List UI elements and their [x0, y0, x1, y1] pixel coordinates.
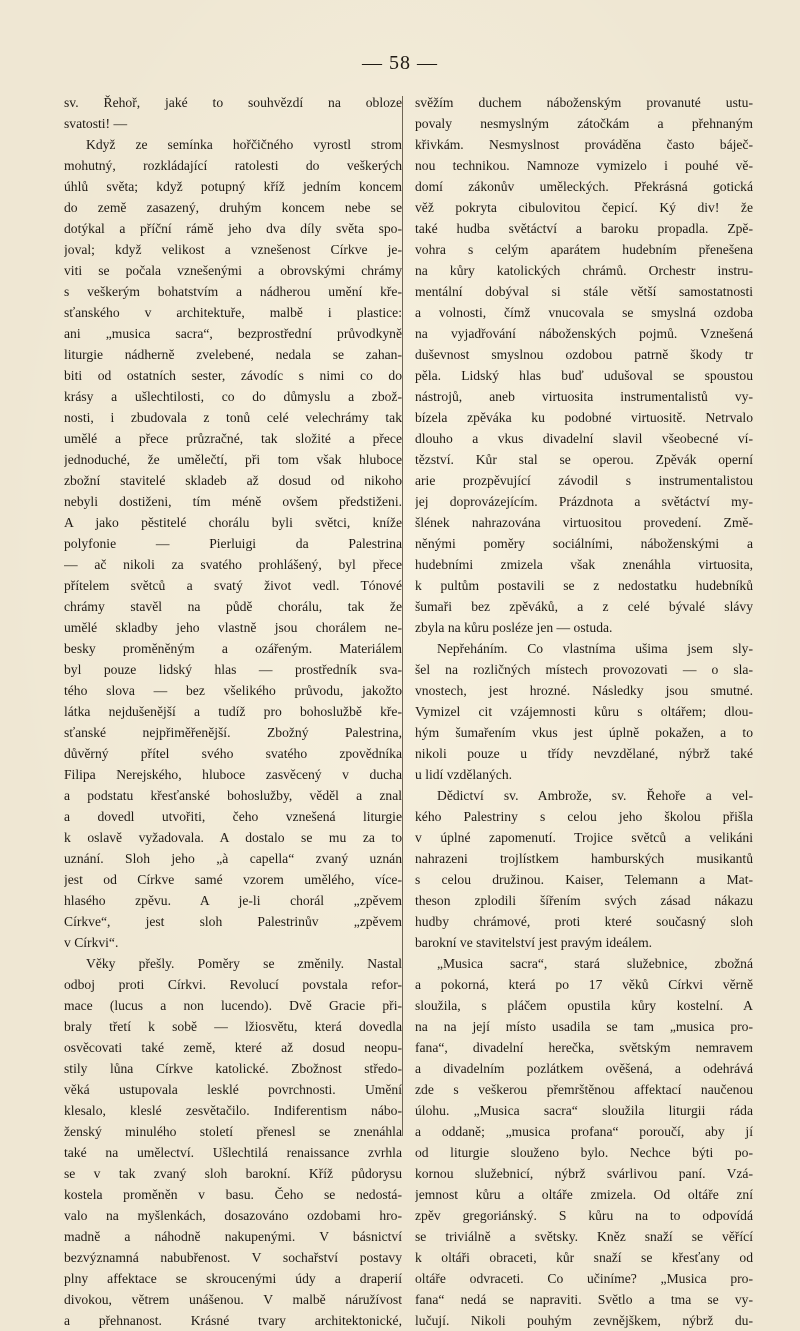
text-line: a přehnanost. Krásné tvary architektonické, [64, 1313, 402, 1328]
text-line: nikoli pouze u třídy nevzdělané, nýbrž také [415, 746, 753, 761]
text-line: theson zplodili šířením svých zásad nákazu [415, 893, 753, 908]
text-line: besky proměněným a ozářeným. Materiálem [64, 641, 402, 656]
text-line: mohutný, rozkládající ratolesti do veškerých [64, 158, 402, 173]
text-line: umělé skladby jeho vlastně jsou chorálem ne- [64, 620, 402, 635]
text-line: a pokorná, která po 17 věků Církvi věrně [415, 977, 753, 992]
text-line: hlasého zpěvu. A je-li chorál „zpěvem [64, 893, 402, 908]
text-line: nebyli dostiženi, tím méně ovšem předstiženi. [64, 494, 402, 509]
text-line: ženský minulého století přenesl se znenáhla [64, 1124, 402, 1139]
text-line: odboj proti Církvi. Revolucí povstala refor- [64, 977, 402, 992]
text-line: s celou družinou. Kaiser, Telemann a Mat- [415, 872, 753, 887]
column-divider [402, 96, 403, 1136]
text-line: A jako pěstitelé chorálu byli světci, kníže [64, 515, 402, 530]
text-line: svěžím duchem náboženským provanuté ustu- [415, 95, 753, 110]
text-line: braly třetí k sobě — lžiosvětu, která dovedla [64, 1019, 402, 1034]
text-line: hým šumařením vkus jest úplně pokažen, a to [415, 725, 753, 740]
text-line: s veškerým bohatstvím a nádherou umění kře- [64, 284, 402, 299]
text-line: a dovedl utvořiti, čeho vznešená liturgie [64, 809, 402, 824]
text-line: divokou, větrem unášenou. V malbě náružívost [64, 1292, 402, 1307]
text-line: hudebními zmizela však znenáhla virtuosita, [415, 557, 753, 572]
text-line: k oslavě vyžadovala. A dostalo se mu za to [64, 830, 402, 845]
text-line: tězství. Kůr stal se operou. Zpěvák operní [415, 452, 753, 467]
text-line: a divadelním pozlátkem ověšená, a odehrává [415, 1061, 753, 1076]
text-line: ani „musica sacra“, bezprostřední průvodkyně [64, 326, 402, 341]
text-line: arie prozpěvující závodil s instrumentalistou [415, 473, 753, 488]
text-line: jest od Církve samé vzorem umělého, více- [64, 872, 402, 887]
text-line: — ač nikoli za svatého prohlášený, byl přece [64, 557, 402, 572]
text-line: tého slova — bez všelikého průvodu, jakožto [64, 683, 402, 698]
text-line: nahrazeni trojlístkem hamburských musikantů [415, 851, 753, 866]
text-line: věž pokryta cibulovitou čepicí. Ký div! že [415, 200, 753, 215]
text-line: mace (lucus a non lucendo). Dvě Gracie při- [64, 998, 402, 1013]
text-line: klesalo, kleslé zesvětačilo. Indiferentism nábo- [64, 1103, 402, 1118]
text-line: kornou služebnicí, nýbrž svárlivou paní. Vzá- [415, 1166, 753, 1181]
text-line: vohra s celým aparátem hudebním přenešena [415, 242, 753, 257]
text-line: Filipa Nerejského, hluboce zasvěcený v ducha [64, 767, 402, 782]
text-line: na vyjadřování náboženských pojmů. Vznešená [415, 326, 753, 341]
text-line: a podstatu křesťanské bohoslužby, věděl a znal [64, 788, 402, 803]
text-line: hudby chrámové, proti které současný sloh [415, 914, 753, 929]
text-line: oltáře odvraceti. Co učiníme? „Musica pro- [415, 1271, 753, 1286]
right-text-column [415, 92, 753, 1331]
text-line: dlouho a vkus divadelní slavil všeobecné ví- [415, 431, 753, 446]
text-line: zde s veškerou přemrštěnou affektací naučenou [415, 1082, 753, 1097]
text-line: Vymizel cit vzájemnosti kůru s oltářem; dlou- [415, 704, 753, 719]
text-line: umělé a přece průzračné, tak složité a přece [64, 431, 402, 446]
text-line: pěla. Lidský hlas buď udušoval se spoustou [415, 368, 753, 383]
text-line: bezvýznamná nabubřenost. V sochařství postavy [64, 1250, 402, 1265]
text-line: látka nejdušenější a tudíž pro bohoslužbě kře- [64, 704, 402, 719]
text-line: a volnosti, čímž vnucovala se smyslná ozdoba [415, 305, 753, 320]
text-line: dotýkal a příční rámě jeho dva díly světa spo- [64, 221, 402, 236]
text-line: vnostech, jest hrozné. Následky jsou smutné. [415, 683, 753, 698]
text-line: kostela proměněn v basu. Čeho se nedostá- [64, 1187, 402, 1202]
text-line: povaly nesmyslným zátočkám a přehnaným [415, 116, 753, 131]
text-line: šel na rozličných místech provozovati — o sla- [415, 662, 753, 677]
text-line: šlének nahrazována virtuositou provedení. Změ- [415, 515, 753, 530]
text-line: Věky přešly. Poměry se změnily. Nastal [86, 956, 402, 971]
text-line: křivkám. Nesmyslnost prováděna často báječ- [415, 137, 753, 152]
text-line: nou technikou. Namnoze vymizelo i pouhé vě- [415, 158, 753, 173]
text-line: v úplné zapomenutí. Trojice světců a velikáni [415, 830, 753, 845]
text-line: fana“ nedá se napraviti. Světlo a tma se vy- [415, 1292, 753, 1307]
text-line: fana“, divadelní herečka, světským nemravem [415, 1040, 753, 1055]
text-line: do země zasazený, druhým koncem nebe se [64, 200, 402, 215]
text-line: zbožní stavitelé skladeb až dosud od nikoho [64, 473, 402, 488]
text-line: na kůry katolických chrámů. Orchestr instru- [415, 263, 753, 278]
text-line: věká ustupovala lesklé povrchnosti. Umění [64, 1082, 402, 1097]
text-line: sťanské nejpřiměřenější. Zbožný Palestrina, [64, 725, 402, 740]
text-line: úlohu. „Musica sacra“ sloužila liturgii ráda [415, 1103, 753, 1118]
text-line: k oltáři obraceti, kůr snaží se křesťany od [415, 1250, 753, 1265]
left-text-column [64, 92, 402, 1331]
text-line: uznání. Sloh jeho „à capella“ zvaný uznán [64, 851, 402, 866]
text-line: jednoduché, že umělečtí, při tom však hluboce [64, 452, 402, 467]
text-line: valo na myšlenkách, dosazováno ozdobami hro- [64, 1208, 402, 1223]
text-line: zbyla na kůru posléze jen — ostuda. [415, 620, 613, 635]
text-line: Dědictví sv. Ambrože, sv. Řehoře a vel- [437, 788, 753, 803]
text-line: na na její místo usadila se tam „musica pro- [415, 1019, 753, 1034]
text-line: kého Palestriny s celou jeho školou přišla [415, 809, 753, 824]
text-line: svatosti! — [64, 116, 128, 131]
text-line: krásy a ušlechtilosti, co do důmyslu a zbož- [64, 389, 402, 404]
text-line: viti se počala vznešenými a obrovskými chrámy [64, 263, 402, 278]
text-line: Církve“, jest sloh Palestrinův „zpěvem [64, 914, 402, 929]
text-line: přítelem světců a svatý život vedl. Tónové [64, 578, 402, 593]
text-line: také na umělectví. Ušlechtilá renaissance zvrhla [64, 1145, 402, 1160]
text-line: polyfonie — Pierluigi da Palestrina [64, 536, 402, 551]
text-line: chrámy stavěl na půdě chorálu, tak že [64, 599, 402, 614]
text-line: Nepřeháním. Co vlastníma ušima jsem sly- [437, 641, 753, 656]
text-line: k pultům postavili se z nedostatku hudebníků [415, 578, 753, 593]
text-line: nástrojů, aneb virtuosita instrumentalistů vy- [415, 389, 753, 404]
text-line: a oddaně; „musica profana“ poroučí, aby jí [415, 1124, 753, 1139]
text-line: madně a náhodně nakupenými. V básnictví [64, 1229, 402, 1244]
text-line: v Církvi“. [64, 935, 119, 950]
text-line: zpěv gregoriánský. S kůru na to odpovídá [415, 1208, 753, 1223]
text-line: osvěcovati také země, které až dosud neopu- [64, 1040, 402, 1055]
text-line: úhlů světa; když potupný kříž jedním koncem [64, 179, 402, 194]
text-line: šumaři bez zpěváků, a z celé bývalé slávy [415, 599, 753, 614]
text-line: se triviálně a světsky. Kněz snaží se věřící [415, 1229, 753, 1244]
text-line: byl pouze lidský hlas — prostředník sva- [64, 662, 402, 677]
text-line: plny affektace se skroucenými údy a draperií [64, 1271, 402, 1286]
text-line: se v tak zvaný sloh barokní. Kříž půdorysu [64, 1166, 402, 1181]
text-line: joval; když velikost a vznešenost Církve je- [64, 242, 402, 257]
text-line: duševnost smyslnou ozdobou patrně škody tr [415, 347, 753, 362]
text-line: jemnost kůru a oltáře zmizela. Od oltáře zní [415, 1187, 753, 1202]
text-line: nosti, i zbudovala z tonů celé velechrámy tak [64, 410, 402, 425]
text-line: sloužila, s pláčem opustila kůry kostelní. A [415, 998, 753, 1013]
text-line: něnými poměry sociálními, náboženskými a [415, 536, 753, 551]
text-line: mentální dobýval si stále větší samostatnosti [415, 284, 753, 299]
text-line: od liturgie slouženo bylo. Nechce býti po- [415, 1145, 753, 1160]
text-line: stily lůna Církve katolické. Zbožnost středo- [64, 1061, 402, 1076]
text-line: důvěrný přítel svého svatého zpovědníka [64, 746, 402, 761]
text-line: domí zákonův uměleckých. Překrásná gotická [415, 179, 753, 194]
text-line: biti od ostatních sester, závodíc s nimi co do [64, 368, 402, 383]
text-line: u lidí vzdělaných. [415, 767, 513, 782]
text-line: sv. Řehoř, jaké to souhvězdí na obloze [64, 95, 402, 110]
text-line: sťanského v architektuře, malbě i plastice: [64, 305, 402, 320]
text-line: bízela zpěváka ku podobné virtuositě. Netrvalo [415, 410, 753, 425]
text-line: „Musica sacra“, stará služebnice, zbožná [437, 956, 753, 971]
page-number: — 58 — [362, 52, 438, 74]
text-line: lučují. Nikoli pouhým zevnějškem, nýbrž du- [415, 1313, 753, 1328]
text-line: Když ze semínka hořčičného vyrostl strom [86, 137, 402, 152]
text-line: barokní ve stavitelství jest pravým ideálem. [415, 935, 653, 950]
text-line: jej doprovázejícím. Prázdnota a světáctví my- [415, 494, 753, 509]
text-line: liturgie nádherně zvelebené, nedala se zahan- [64, 347, 402, 362]
text-line: také hudba světáctví a baroku propadla. Zpě- [415, 221, 753, 236]
